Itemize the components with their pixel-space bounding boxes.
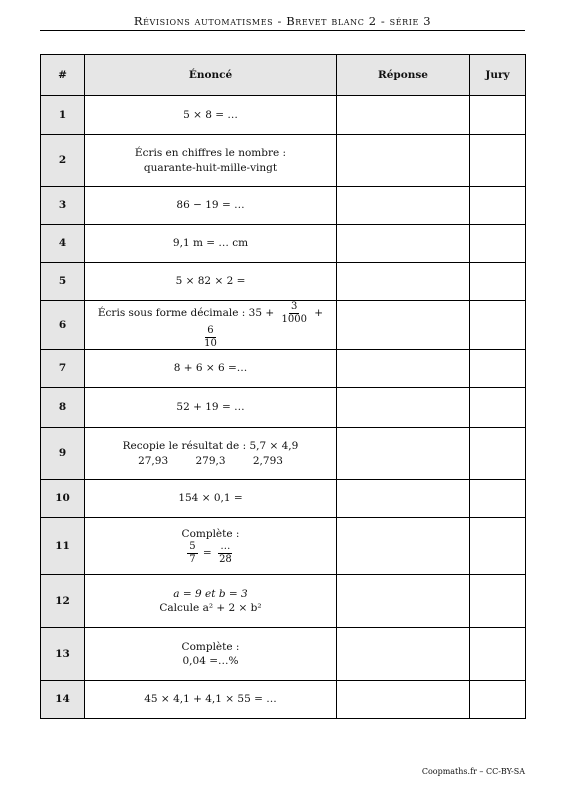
answer-cell[interactable]	[337, 225, 470, 263]
row-number: 1	[41, 96, 85, 135]
fraction: $\frac{\dots}{28}$	[219, 541, 232, 565]
jury-cell[interactable]	[470, 575, 526, 628]
question-text: Écris en chiffres le nombre : quarante-huit-mille-vingt	[85, 135, 337, 187]
row-number: 9	[41, 428, 85, 480]
jury-cell[interactable]	[470, 480, 526, 518]
table-row	[41, 628, 526, 681]
answer-cell[interactable]	[337, 301, 470, 350]
table-row	[41, 135, 526, 187]
row-number: 10	[41, 480, 85, 518]
jury-cell[interactable]	[470, 518, 526, 575]
answer-cell[interactable]	[337, 187, 470, 225]
row-number: 3	[41, 187, 85, 225]
answer-cell[interactable]	[337, 681, 470, 719]
jury-cell[interactable]	[470, 135, 526, 187]
answer-cell[interactable]	[337, 428, 470, 480]
answer-cell[interactable]	[337, 388, 470, 428]
table-row	[41, 350, 526, 388]
jury-cell[interactable]	[470, 681, 526, 719]
header-num: #	[41, 55, 85, 96]
row-number: 13	[41, 628, 85, 681]
choice: 27,93	[138, 454, 169, 467]
choice: 279,3	[195, 454, 226, 467]
question-text: 5 × 82 × 2 =	[85, 263, 337, 301]
header-title: Révisions automatismes - Brevet blanc 2 - série 3	[133, 14, 432, 28]
answer-cell[interactable]	[337, 135, 470, 187]
answer-cell[interactable]	[337, 96, 470, 135]
question-text: a = 9 et b = 3 Calcule a² + 2 × b²	[85, 575, 337, 628]
table-row	[41, 428, 526, 480]
table-row	[41, 301, 526, 350]
header-reponse: Réponse	[337, 55, 470, 96]
row-number: 5	[41, 263, 85, 301]
jury-cell[interactable]	[470, 301, 526, 350]
jury-cell[interactable]	[470, 350, 526, 388]
row-number: 2	[41, 135, 85, 187]
question-text: 86 − 19 = …	[85, 187, 337, 225]
question-text: Complète : 0,04 =…%	[85, 628, 337, 681]
fraction: $\frac{6}{10}$	[204, 325, 217, 349]
jury-cell[interactable]	[470, 225, 526, 263]
exercise-table	[40, 54, 526, 719]
jury-cell[interactable]	[470, 187, 526, 225]
table-header-row	[41, 55, 526, 96]
row-number: 8	[41, 388, 85, 428]
question-text: 52 + 19 = …	[85, 388, 337, 428]
row-number: 4	[41, 225, 85, 263]
row-number: 14	[41, 681, 85, 719]
jury-cell[interactable]	[470, 263, 526, 301]
jury-cell[interactable]	[470, 628, 526, 681]
header-enonce: Énoncé	[85, 55, 337, 96]
fraction: $\frac{5}{7}$	[189, 541, 196, 565]
row-number: 6	[41, 301, 85, 350]
table-row	[41, 518, 526, 575]
answer-cell[interactable]	[337, 350, 470, 388]
question-text: 154 × 0,1 =	[85, 480, 337, 518]
fraction: $\frac{3}{1000}$	[281, 301, 307, 325]
question-text: 9,1 m = … cm	[85, 225, 337, 263]
jury-cell[interactable]	[470, 96, 526, 135]
header-jury: Jury	[470, 55, 526, 96]
table-row	[41, 388, 526, 428]
table-row	[41, 96, 526, 135]
table-row	[41, 575, 526, 628]
answer-cell[interactable]	[337, 480, 470, 518]
question-text: 45 × 4,1 + 4,1 × 55 = …	[85, 681, 337, 719]
answer-cell[interactable]	[337, 628, 470, 681]
table-row	[41, 480, 526, 518]
table-row	[41, 681, 526, 719]
question-text: 5 × 8 = …	[85, 96, 337, 135]
answer-cell[interactable]	[337, 518, 470, 575]
table-row	[41, 187, 526, 225]
question-text: 8 + 6 × 6 =…	[85, 350, 337, 388]
table-row	[41, 225, 526, 263]
footer-credit: Coopmaths.fr – CC-BY-SA	[421, 767, 525, 776]
question-text: Recopie le résultat de : 5,7 × 4,9 27,93 279,3 2,793	[85, 428, 337, 480]
table-row	[41, 263, 526, 301]
page-header	[40, 14, 525, 31]
row-number: 12	[41, 575, 85, 628]
jury-cell[interactable]	[470, 428, 526, 480]
row-number: 7	[41, 350, 85, 388]
question-text: Complète : $\frac{5}{7}$ = $\frac{\dots}{28}$	[85, 518, 337, 575]
jury-cell[interactable]	[470, 388, 526, 428]
row-number: 11	[41, 518, 85, 575]
answer-cell[interactable]	[337, 575, 470, 628]
question-text: Écris sous forme décimale : 35 + $\frac{3}{1000}$ + $\frac{6}{10}$	[85, 301, 337, 350]
choice: 2,793	[252, 454, 283, 467]
answer-cell[interactable]	[337, 263, 470, 301]
